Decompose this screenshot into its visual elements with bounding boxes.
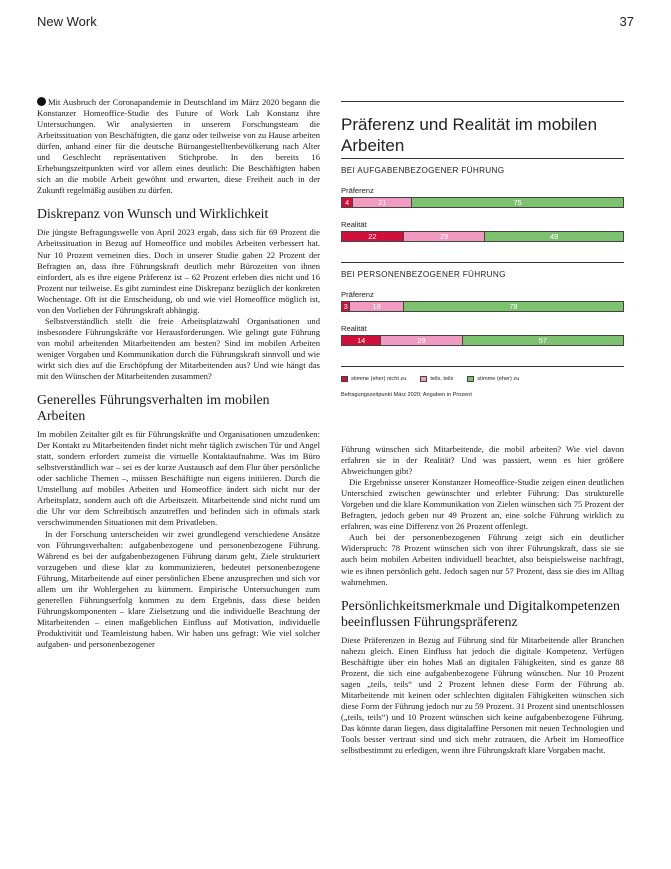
paragraph: Die Ergebnisse unserer Konstanzer Homeoffice-Studie zeigen einen deutlichen Unterschied zwischen gewünschter und erlebter Führung: Das strukturelle Vorgeben und die klare Kommunikation von Zielen wünschen sich 75 Prozent der Befragten, jedoch geben nur 49 Prozent an, eine solche Führung wirklich zu erfahren, was eine Differenz von 26 Prozent offenlegt. [341,477,624,532]
legend-swatch [420,376,427,382]
group-title: BEI PERSONENBEZOGENER FÜHRUNG [341,270,506,279]
row-label: Präferenz [341,186,374,195]
bar-segment: 19 [350,302,403,311]
intro-paragraph [37,97,320,196]
group-separator [341,158,624,159]
row-label: Präferenz [341,290,374,299]
bar-segment: 57 [463,336,623,345]
legend-label: teils, teils [430,376,454,382]
stacked-bar-chart [341,101,624,402]
bar-segment: 4 [342,198,353,207]
stacked-bar [341,197,624,208]
section-heading-diskrepanz: Diskrepanz von Wunsch und Wirklichkeit [37,206,269,222]
bar-segment: 14 [342,336,381,345]
bar-segment: 21 [353,198,412,207]
legend-label: stimme (eher) nicht zu [351,376,407,382]
bar-segment: 3 [342,302,350,311]
paragraph: Die jüngste Befragungswelle von April 2023 ergab, dass sich für 69 Prozent die Arbeitssituation in Bezug auf Homeoffice und mobiles Arbeiten verbessert hat. Nur 10 Prozent verneinen dies. Doch in unserer Studie gaben 22 Prozent der Befragten an, dass ihre Führungskraft deutlich mehr Bürozeiten von ihnen einfordert, als es ihre eigene Präferenz ist – 62 Prozent erleben dies nicht und 16 Prozent nur teilweise. Es gibt zumindest eine Diskrepanz bezüglich der konkreten Wochentage. Oft ist die Entscheidung, ob und wie viel Homeoffice möglich ist, von den Vorlieben der Führungskraft abhängig. [37,227,320,315]
bar-segment: 78 [404,302,623,311]
group-title: BEI AUFGABENBEZOGENER FÜHRUNG [341,166,505,175]
stacked-bar [341,231,624,242]
section-heading-persoenlichkeitsmerkmale: Persönlichkeitsmerkmale und Digitalkompetenzen beeinflussen Führungspräferenz [341,597,620,629]
legend-item [341,376,406,382]
paragraph: Selbstverständlich stellt die freie Arbeitsplatzwahl Organisationen und insbesondere Führungskräfte vor Herausforderungen. Wie gelingt gute Führung von mobil arbeitenden Mitarbeitenden am besten? Sind im mobilen Arbeiten weniger Vorgaben und Kommunikation durch die Führungskraft sinnvoll und wie wirkt sich dies auf die Erschöpfung der Mitarbeitenden aus? Und wie hängt das mit den Wünschen der Mitarbeitenden zusammen? [37,315,320,382]
article-left-column [37,97,320,650]
page-number: 37 [619,14,634,29]
bar-segment: 29 [381,336,463,345]
bar-segment: 22 [342,232,404,241]
stacked-bar [341,335,624,346]
running-header-section: New Work [37,14,97,29]
legend-item [467,376,519,382]
chart-bottom-separator [341,366,624,367]
bar-segment: 49 [485,232,623,241]
article-right-column [341,444,624,756]
paragraph: Im mobilen Zeitalter gilt es für Führungskräfte und Organisationen umzudenken: Der Kontakt zu Mitarbeitenden findet nicht mehr täglich zwischen Tür und Angel statt, sondern erfordert zumeist die virtuelle Kontaktaufnahme. Was im Büro selbstverständlich war – sei es der kurze Austausch auf dem Flur über persönliche oder sachliche Themen –, müssen Beschäftigte nun eigens initiieren. Durch die Umstellung auf mobiles Arbeiten und Homeoffice ändert sich nicht nur der Arbeitsplatz, sondern auch oft die Arbeitszeit. Mitarbeitende sind nicht rund um die Uhr vor dem Schreibtisch anzutreffen und befinden sich in oftmals stark verschwimmenden Situationen mit dem Privatleben. [37,429,320,528]
paragraph: Diese Präferenzen in Bezug auf Führung sind für Mitarbeitende aller Branchen nahezu gleich. Einen Einfluss hat jedoch die digitale Kompetenz. Verfügen Beschäftigte über ein hohes Maß an digitalen Fähigkeiten, sind es ganze 88 Prozent, die sich eine aufgabenbezogene Führung wünschen. Nur 10 Prozent sagen „teils, teils“ und 2 Prozent lehnen diese Form der Führung ab. Mitarbeitende mit keinen oder schlechten digitalen Fähigkeiten wünschen sich diese Form der Führung jedoch nur zu 59 Prozent. 31 Prozent sind unentschlossen („teils, teils“) und 10 Prozent wünschen sich keine aufgabenbezogene Führung. Das könnte daran liegen, dass digitalaffine Personen mit neuen Technologien und Tools besser vertraut sind und sich mehr zutrauen, die Arbeit im Homeoffice selbstbestimmt zu erledigen, wenn ihre Führungskraft klare Vorgaben macht. [341,634,624,756]
bar-segment: 75 [412,198,623,207]
row-label: Realität [341,324,367,333]
group-separator [341,262,624,263]
stacked-bar [341,301,624,312]
paragraph: Auch bei der personenbezogenen Führung zeigt sich ein deutlicher Widerspruch: 78 Prozent wünschen sich von ihrer Führungskraft, dass sie sie auch beim mobilen Arbeiten individuell beachtet, also beispielsweise nachfragt, wie es ihnen persönlich geht. Jedoch sagen nur 57 Prozent, dass sie dies im Alltag wahrnehmen. [341,532,624,587]
bullet-dot-icon [37,97,46,106]
paragraph: In der Forschung unterscheiden wir zwei grundlegend verschiedene Ansätze von Führungsverhalten: aufgabenbezogene und personenbezogene Führung. Während es bei der aufgabenbezogenen Führung darum geht, Ziele strukturiert vorzugeben und diese klar zu kommunizieren, bedeutet personenbezogene Führung, Mitarbeitende auf einer persönlichen Ebene anzusprechen und sich vor allem um ihr Wohlergehen zu kümmern. Empirische Untersuchungen zum generellen Führungserfolg kommen zu dem Ergebnis, dass diese beiden Führungskomponenten – klare Zielsetzung und die individuelle Beachtung der Mitarbeitenden – einen maßgeblichen Einfluss auf Motivation, individuelle Produktivität und Teamleistung haben. Wir haben uns gefragt: Wie viel solcher aufgaben- und personenbezogener [37,528,320,649]
legend-swatch [341,376,348,382]
chart-source-note: Befragungszeitpunkt März 2020; Angaben in Prozent [341,392,472,398]
legend-item [420,376,453,382]
chart-title: Präferenz und Realität im mobilen Arbeiten [341,115,598,155]
bar-segment: 29 [404,232,486,241]
legend-label: stimme (eher) zu [477,376,520,382]
row-label: Realität [341,220,367,229]
chart-legend [341,376,519,382]
section-heading-fuehrungsverhalten: Generelles Führungsverhalten im mobilen Arbeiten [37,392,270,424]
paragraph: Führung wünschen sich Mitarbeitende, die mobil arbeiten? Wie viel davon erfahren sie in der Realität? Und was passiert, wenn es hier größere Abweichungen gibt? [341,444,624,477]
intro-text: Mit Ausbruch der Coronapandemie in Deutschland im März 2020 begann die Konstanzer Homeoffice-Studie des Future of Work Lab Konstanz ihre Untersuchungen. Wir analysierten in unserem Forschungsteam die Arbeitssituation von Beschäftigten, die ganz oder teilweise von zu Hause arbeiten dürfen, anhand einer für die deutsche Büroangestelltenbevölkerung nach Alter und Geschlecht repräsentativen Stichprobe. In den bereits 16 Erhebungszeitpunkten wird vor allem eines deutlich: Die Beschäftigten haben sich an die mobile Arbeit gewöhnt und erwarten, diese Freiheit auch in der Zukunft regelmäßig ausüben zu dürfen. [37,97,320,196]
legend-swatch [467,376,474,382]
